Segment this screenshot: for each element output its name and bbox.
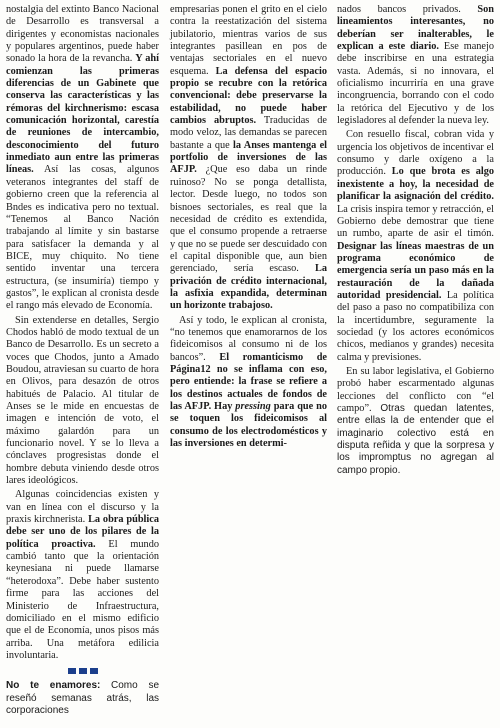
- paragraph: Algunas coincidencias existen y van en línea con el discurso y la praxis kirchnerista. La obra pública debe ser uno de los pilares de la política proactiva. El mundo cambió tanto que la orientación keynesiana ni puede llamarse “heterodoxa”. Debe haber sustento firme para las acciones del Ministerio de Infraestructura, domiciliado en el mismo edificio que el de Economía, unos pisos más arriba. Una metáfora edilicia involuntaria.: [6, 489, 160, 661]
- paragraph: Con resuello fiscal, cobran vida y urgencia los objetivos de incentivar el consumo y darle oxígeno a la producción. Lo que brota es algo inexistente a hoy, la necesidad de planificar la asignación del crédito. La crisis inspira temor y retracción, el Gobierno debe demostrar que tiene un rumbo, aparte de asir el timón. Designar las líneas maestras de un programa económico de emergencia sería un paso más en la restauración de la dañada autoridad presidencial. La política del paso a paso no compatibiliza con la incertidumbre, seguramente la sociedad (y los actores económicos chicos, medianos y grandes) necesita calma y previsiones.: [337, 129, 495, 363]
- paragraph: nostalgia del extinto Banco Nacional de Desarrollo es transversal a dirigentes y economistas nacionales y populares argentinos, puede haber sonado la hora de la revancha. Y ahí comienzan las primeras diferencias de un Gabinete que conserva las características y las rémoras del kirchnerismo: escasa comunicación horizontal, carestía de reuniones de intercambio, desconocimiento del futuro inmediato aun entre las primeras líneas. Así las cosas, algunos veteranos integrantes del staff de gobierno creen que la referencia al Bndes es indicativa pero no textual. “Tenemos al Banco Nación trabajando al límite y sin bastarse para satisfacer la demanda y al BICE, muy chiquito. No tiene sentido inventar una tercera estructura, (se insumiría) tiempo y gastos”, le explican al cronista desde el rango más elevado de Economía.: [6, 4, 160, 312]
- column-2: [170, 4, 327, 564]
- column-1: [6, 4, 159, 728]
- column-3: [337, 4, 495, 476]
- section-separator: [6, 668, 159, 674]
- subhead: No te enamores:: [6, 680, 101, 692]
- paragraph: empresarias ponen el grito en el cielo contra la reestatización del sistema jubilatorio, mientras varios de sus integrantes pasillean en pos de ventajas sectoriales en el nuevo esquema. La defensa del espacio propio se recubre con la retórica convencional: debe preservarse la estabilidad, no puede haber cambios abruptos. Traducidas de modo veloz, las demandas se parecen bastante a que la Anses mantenga el portfolio de inversiones de las AFJP. ¿Que eso daba un rinde ruinoso? No se ponga detallista, lector. Desde luego, no todos son bisnoes sectoriales, es real que la necesidad de crédito es extendida, que el consumo propende a retraerse y que no se puede ser descuidado con el capital disponible que, aun bien gerenciado, sería escaso. La privación de crédito internacional, la asfixia expandida, determinan un horizonte trabajoso.: [170, 4, 328, 312]
- paragraph: En su labor legislativa, el Gobierno probó haber escarmentado algunas lecciones del conflicto con “el campo”. Otras quedan latentes, entre ellas la de entender que el imaginario colectivo está en disputa reñida y que la sorpresa y los impromptus no agregan al campo propio.: [337, 365, 494, 476]
- paragraph: Sin extenderse en detalles, Sergio Chodos habló de modo textual de un Banco de Desarrollo. Es un secreto a voces que Chodos, junto a Amado Boudou, atraviesan su cuarto de hora en Olivos, para desazón de otros habitués de Palacio. Al titular de Anses se le mide en encuestas de imagen e intención de voto, el máximo galardón para un funcionario novel. Y se lo lleva a cónclaves progresistas donde el hombre debuta viniendo desde otros lares ideológicos.: [6, 314, 159, 487]
- subhead-paragraph: No te enamores: Como se reseñó semanas atrás, las corporaciones: [6, 680, 160, 716]
- paragraph: nados bancos privados. Son lineamientos interesantes, no deberían ser inalterables, le explican a este diario. Ese manejo debe inscribirse en una estrategia vasta. Además, si no innovara, el oficialismo incurriría en una grave incongruencia, borrando con el codo la retórica del Ejecutivo y de los legisladores al defender la nueva ley.: [337, 4, 494, 127]
- paragraph: Así y todo, le explican al cronista, “no tenemos que enamorarnos de los fideicomisos al consumo ni de los bancos”. El romanticismo de Página12 no se inflama con eso, pero entiende: la frase se refiere a los destinos actuales de fondos de las AFJP. Hay pressing para que no se toquen los fideicomisos al consumo de los electrodomésticos y las inversiones en determi-: [170, 314, 328, 450]
